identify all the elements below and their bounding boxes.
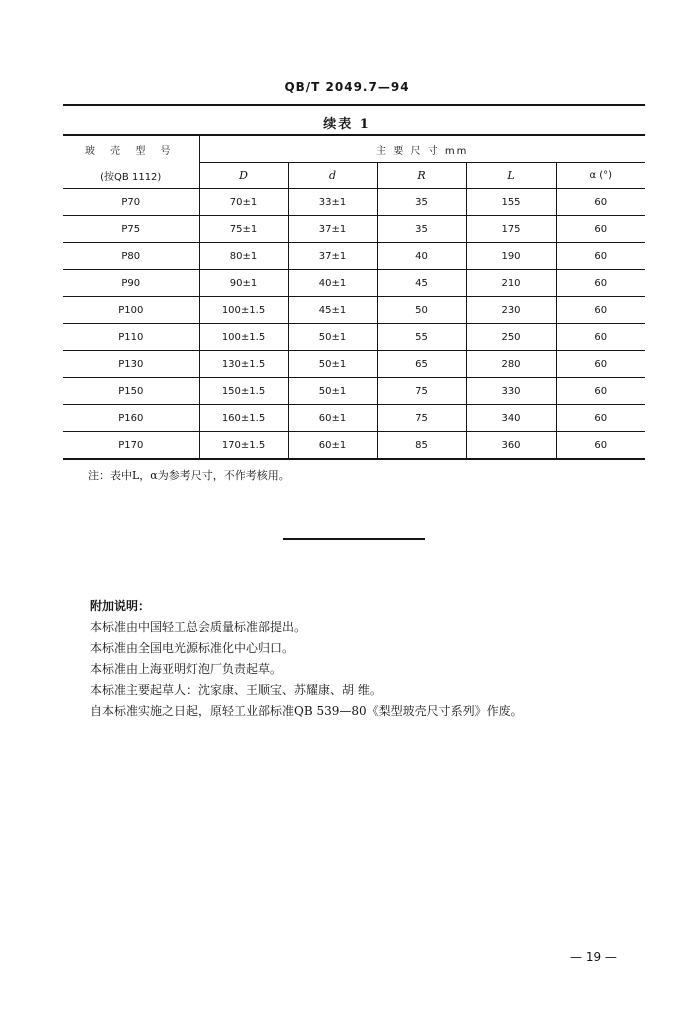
cell-alpha: 60 [556, 351, 645, 378]
cell-D: 100±1.5 [199, 324, 288, 351]
table-header-row [63, 135, 645, 163]
cell-alpha: 60 [556, 216, 645, 243]
addendum-line: 本标准主要起草人：沈家康、王顺宝、苏耀康、胡 维。 [90, 683, 382, 697]
standard-number: QB/T 2049.7—94 [284, 80, 410, 94]
column-header-L: L [466, 163, 556, 189]
table-caption: 续表 1 [323, 117, 371, 132]
cell-d: 50±1 [288, 324, 377, 351]
table-row [63, 378, 645, 405]
cell-L: 190 [466, 243, 556, 270]
cell-L: 155 [466, 189, 556, 216]
cell-D: 70±1 [199, 189, 288, 216]
cell-D: 80±1 [199, 243, 288, 270]
cell-D: 170±1.5 [199, 432, 288, 460]
addendum-line: 本标准由全国电光源标准化中心归口。 [90, 641, 295, 655]
cell-R: 40 [377, 243, 466, 270]
cell-D: 130±1.5 [199, 351, 288, 378]
cell-d: 45±1 [288, 297, 377, 324]
cell-type: P70 [63, 189, 199, 216]
cell-D: 150±1.5 [199, 378, 288, 405]
column-header-D: D [199, 163, 288, 189]
cell-R: 35 [377, 216, 466, 243]
page-number: — 19 — [570, 950, 617, 964]
cell-L: 175 [466, 216, 556, 243]
cell-d: 40±1 [288, 270, 377, 297]
cell-alpha: 60 [556, 405, 645, 432]
cell-L: 280 [466, 351, 556, 378]
cell-d: 50±1 [288, 351, 377, 378]
cell-R: 55 [377, 324, 466, 351]
addendum-line: 自本标准实施之日起，原轻工业部标准QB 539—80《梨型玻壳尺寸系列》作废。 [90, 704, 523, 718]
cell-type: P100 [63, 297, 199, 324]
main-dimensions-header: 主 要 尺 寸 mm [199, 135, 645, 163]
cell-R: 65 [377, 351, 466, 378]
type-standard-reference: (按QB 1112) [63, 163, 199, 189]
cell-L: 210 [466, 270, 556, 297]
cell-alpha: 60 [556, 324, 645, 351]
table-row [63, 189, 645, 216]
cell-L: 340 [466, 405, 556, 432]
cell-type: P75 [63, 216, 199, 243]
cell-d: 33±1 [288, 189, 377, 216]
cell-L: 250 [466, 324, 556, 351]
cell-type: P90 [63, 270, 199, 297]
cell-d: 60±1 [288, 432, 377, 460]
table-row [63, 405, 645, 432]
cell-d: 37±1 [288, 216, 377, 243]
type-column-header: 玻 壳 型 号 [63, 135, 199, 163]
cell-alpha: 60 [556, 432, 645, 460]
cell-D: 90±1 [199, 270, 288, 297]
cell-type: P150 [63, 378, 199, 405]
dimensions-table [63, 134, 645, 460]
cell-R: 45 [377, 270, 466, 297]
table-note: 注：表中L，α为参考尺寸，不作考核用。 [88, 469, 290, 482]
table-row [63, 270, 645, 297]
cell-type: P160 [63, 405, 199, 432]
cell-type: P110 [63, 324, 199, 351]
cell-d: 60±1 [288, 405, 377, 432]
cell-L: 330 [466, 378, 556, 405]
table-row [63, 243, 645, 270]
addendum-line: 本标准由上海亚明灯泡厂负责起草。 [90, 662, 283, 676]
cell-D: 100±1.5 [199, 297, 288, 324]
cell-type: P80 [63, 243, 199, 270]
table-row [63, 297, 645, 324]
addendum-line: 本标准由中国轻工总会质量标准部提出。 [90, 620, 307, 634]
column-header-R: R [377, 163, 466, 189]
cell-alpha: 60 [556, 189, 645, 216]
header-rule [63, 104, 645, 106]
cell-R: 50 [377, 297, 466, 324]
cell-R: 85 [377, 432, 466, 460]
addendum-section [90, 596, 523, 722]
cell-R: 75 [377, 378, 466, 405]
addendum-title: 附加说明： [90, 599, 151, 613]
cell-L: 360 [466, 432, 556, 460]
cell-D: 160±1.5 [199, 405, 288, 432]
cell-type: P130 [63, 351, 199, 378]
table-subheader-row [63, 163, 645, 189]
column-header-d: d [288, 163, 377, 189]
cell-R: 35 [377, 189, 466, 216]
table-row [63, 324, 645, 351]
table-row [63, 216, 645, 243]
cell-L: 230 [466, 297, 556, 324]
cell-d: 37±1 [288, 243, 377, 270]
table-row [63, 351, 645, 378]
column-header-alpha: α (°) [556, 163, 645, 189]
cell-D: 75±1 [199, 216, 288, 243]
table-body [63, 189, 645, 460]
cell-alpha: 60 [556, 243, 645, 270]
cell-alpha: 60 [556, 378, 645, 405]
cell-alpha: 60 [556, 270, 645, 297]
section-divider [283, 538, 425, 540]
cell-R: 75 [377, 405, 466, 432]
cell-d: 50±1 [288, 378, 377, 405]
cell-alpha: 60 [556, 297, 645, 324]
cell-type: P170 [63, 432, 199, 460]
table-row [63, 432, 645, 460]
